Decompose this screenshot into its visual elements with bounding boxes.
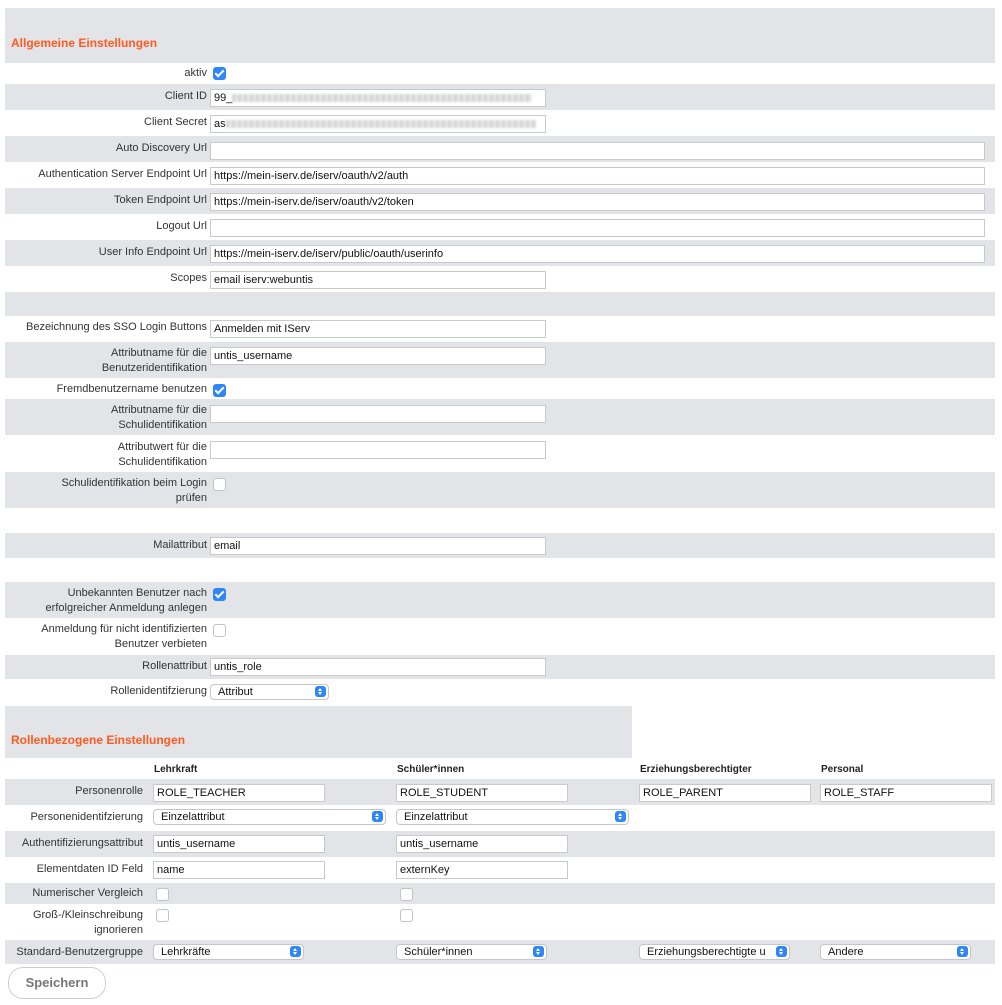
default-group-label: Standard-Benutzergruppe: [16, 946, 143, 958]
role-ident-label: Rollenidentifzierung: [110, 685, 207, 697]
user-attr-label: Attributname für die Benutzeridentifikation: [101, 347, 207, 374]
client-secret-label: Client Secret: [144, 116, 207, 128]
roles-section-title: Rollenbezogene Einstellungen: [11, 733, 186, 747]
active-checkbox[interactable]: [213, 67, 226, 80]
person-role-label: Personenrolle: [75, 785, 143, 797]
school-val-field[interactable]: [210, 441, 546, 459]
default-group-parent-select[interactable]: [639, 944, 790, 960]
sso-button-field[interactable]: Anmelden mit IServ: [210, 320, 546, 338]
general-section-title: Allgemeine Einstellungen: [11, 36, 158, 50]
token-endpoint-field[interactable]: https://mein-iserv.de/iserv/oauth/v2/token: [210, 193, 985, 211]
element-id-label: Elementdaten ID Feld: [36, 863, 143, 875]
element-id-student[interactable]: externKey: [396, 861, 568, 879]
default-group-teacher-select[interactable]: [153, 944, 304, 960]
person-ident-label: Personenidentifzierung: [30, 811, 143, 823]
create-unknown-label: Unbekannten Benutzer nach erfolgreicher Anmeldung anlegen: [45, 587, 207, 614]
scopes-field[interactable]: email iserv:webuntis: [210, 271, 546, 289]
save-button[interactable]: Speichern: [8, 967, 106, 999]
mail-attr-field[interactable]: email: [210, 537, 546, 555]
col-header-teacher: Lehrkraft: [154, 764, 198, 775]
case-student-checkbox[interactable]: [400, 909, 413, 922]
default-group-student-select[interactable]: [396, 944, 547, 960]
auth-attr-teacher[interactable]: untis_username: [153, 835, 325, 853]
foreign-user-label: Fremdbenutzername benutzen: [56, 383, 207, 395]
client-id-field[interactable]: [210, 89, 546, 107]
chevron-updown-icon: [315, 686, 326, 697]
default-group-student-value: Schüler*innen: [404, 946, 473, 958]
numeric-student-checkbox[interactable]: [400, 888, 413, 901]
role-attr-field[interactable]: untis_role: [210, 658, 546, 676]
forbid-unidentified-checkbox[interactable]: [213, 624, 226, 637]
client-id-label: Client ID: [164, 90, 207, 102]
default-group-parent-value: Erziehungsberechtigte u: [647, 946, 766, 958]
chevron-updown-icon: [372, 811, 383, 822]
default-group-staff-select[interactable]: [820, 944, 971, 960]
auth-attr-label: Authentifizierungsattribut: [21, 837, 143, 849]
school-attr-field[interactable]: [210, 405, 546, 423]
client-secret-field[interactable]: [210, 115, 546, 133]
person-role-staff[interactable]: ROLE_STAFF: [820, 784, 992, 802]
element-id-teacher[interactable]: name: [153, 861, 325, 879]
school-attr-label: Attributname für die Schulidentifikation: [111, 404, 207, 431]
auth-endpoint-field[interactable]: https://mein-iserv.de/iserv/oauth/v2/auth: [210, 167, 985, 185]
person-ident-teacher-select[interactable]: [153, 809, 386, 825]
userinfo-field[interactable]: https://mein-iserv.de/iserv/public/oauth/userinfo: [210, 245, 985, 263]
auth-endpoint-label: Authentication Server Endpoint Url: [38, 168, 207, 180]
auto-discovery-label: Auto Discovery Url: [115, 142, 207, 154]
token-endpoint-label: Token Endpoint Url: [114, 194, 207, 206]
default-group-staff-value: Andere: [828, 946, 864, 958]
person-ident-student-value: Einzelattribut: [404, 811, 468, 823]
chevron-updown-icon: [290, 946, 301, 957]
person-role-teacher[interactable]: ROLE_TEACHER: [153, 784, 325, 802]
numeric-label: Numerischer Vergleich: [32, 887, 143, 899]
client-id-redacted: [232, 94, 532, 102]
person-role-parent[interactable]: ROLE_PARENT: [639, 784, 811, 802]
default-group-teacher-value: Lehrkräfte: [161, 946, 211, 958]
logout-url-field[interactable]: [210, 219, 985, 237]
person-ident-student-select[interactable]: [396, 809, 629, 825]
create-unknown-checkbox[interactable]: [213, 588, 226, 601]
col-header-student: Schüler*innen: [397, 764, 465, 775]
client-secret-value: as: [214, 118, 226, 130]
case-label: Groß-/Kleinschreibung ignorieren: [32, 909, 143, 936]
foreign-user-checkbox[interactable]: [213, 384, 226, 397]
scopes-label: Scopes: [170, 272, 207, 284]
roles-section-header: [5, 706, 632, 758]
school-check-checkbox[interactable]: [213, 478, 226, 491]
mail-attr-label: Mailattribut: [153, 539, 207, 551]
chevron-updown-icon: [957, 946, 968, 957]
person-ident-teacher-value: Einzelattribut: [161, 811, 225, 823]
logout-url-label: Logout Url: [156, 220, 207, 232]
case-teacher-checkbox[interactable]: [156, 909, 169, 922]
chevron-updown-icon: [776, 946, 787, 957]
forbid-unidentified-label: Anmeldung für nicht identifizierten Benutzer verbieten: [41, 623, 207, 650]
numeric-row: [5, 883, 995, 904]
role-ident-value: Attribut: [218, 686, 253, 698]
userinfo-label: User Info Endpoint Url: [98, 246, 207, 258]
client-secret-redacted: [226, 120, 536, 128]
client-id-value: 99_: [214, 92, 233, 104]
auto-discovery-field[interactable]: [210, 142, 985, 160]
col-header-parent: Erziehungsberechtigter: [640, 764, 752, 775]
school-check-label: Schulidentifikation beim Login prüfen: [61, 477, 207, 504]
sso-button-label: Bezeichnung des SSO Login Buttons: [25, 321, 207, 333]
spacer-row: [5, 292, 995, 316]
col-header-staff: Personal: [821, 764, 864, 775]
role-attr-label: Rollenattribut: [142, 660, 207, 672]
role-ident-select[interactable]: [210, 684, 329, 700]
numeric-teacher-checkbox[interactable]: [156, 888, 169, 901]
chevron-updown-icon: [533, 946, 544, 957]
active-label: aktiv: [184, 67, 207, 79]
school-val-label: Attributwert für die Schulidentifikation: [117, 441, 207, 468]
person-role-student[interactable]: ROLE_STUDENT: [396, 784, 568, 802]
chevron-updown-icon: [615, 811, 626, 822]
user-attr-field[interactable]: untis_username: [210, 347, 546, 365]
auth-attr-student[interactable]: untis_username: [396, 835, 568, 853]
